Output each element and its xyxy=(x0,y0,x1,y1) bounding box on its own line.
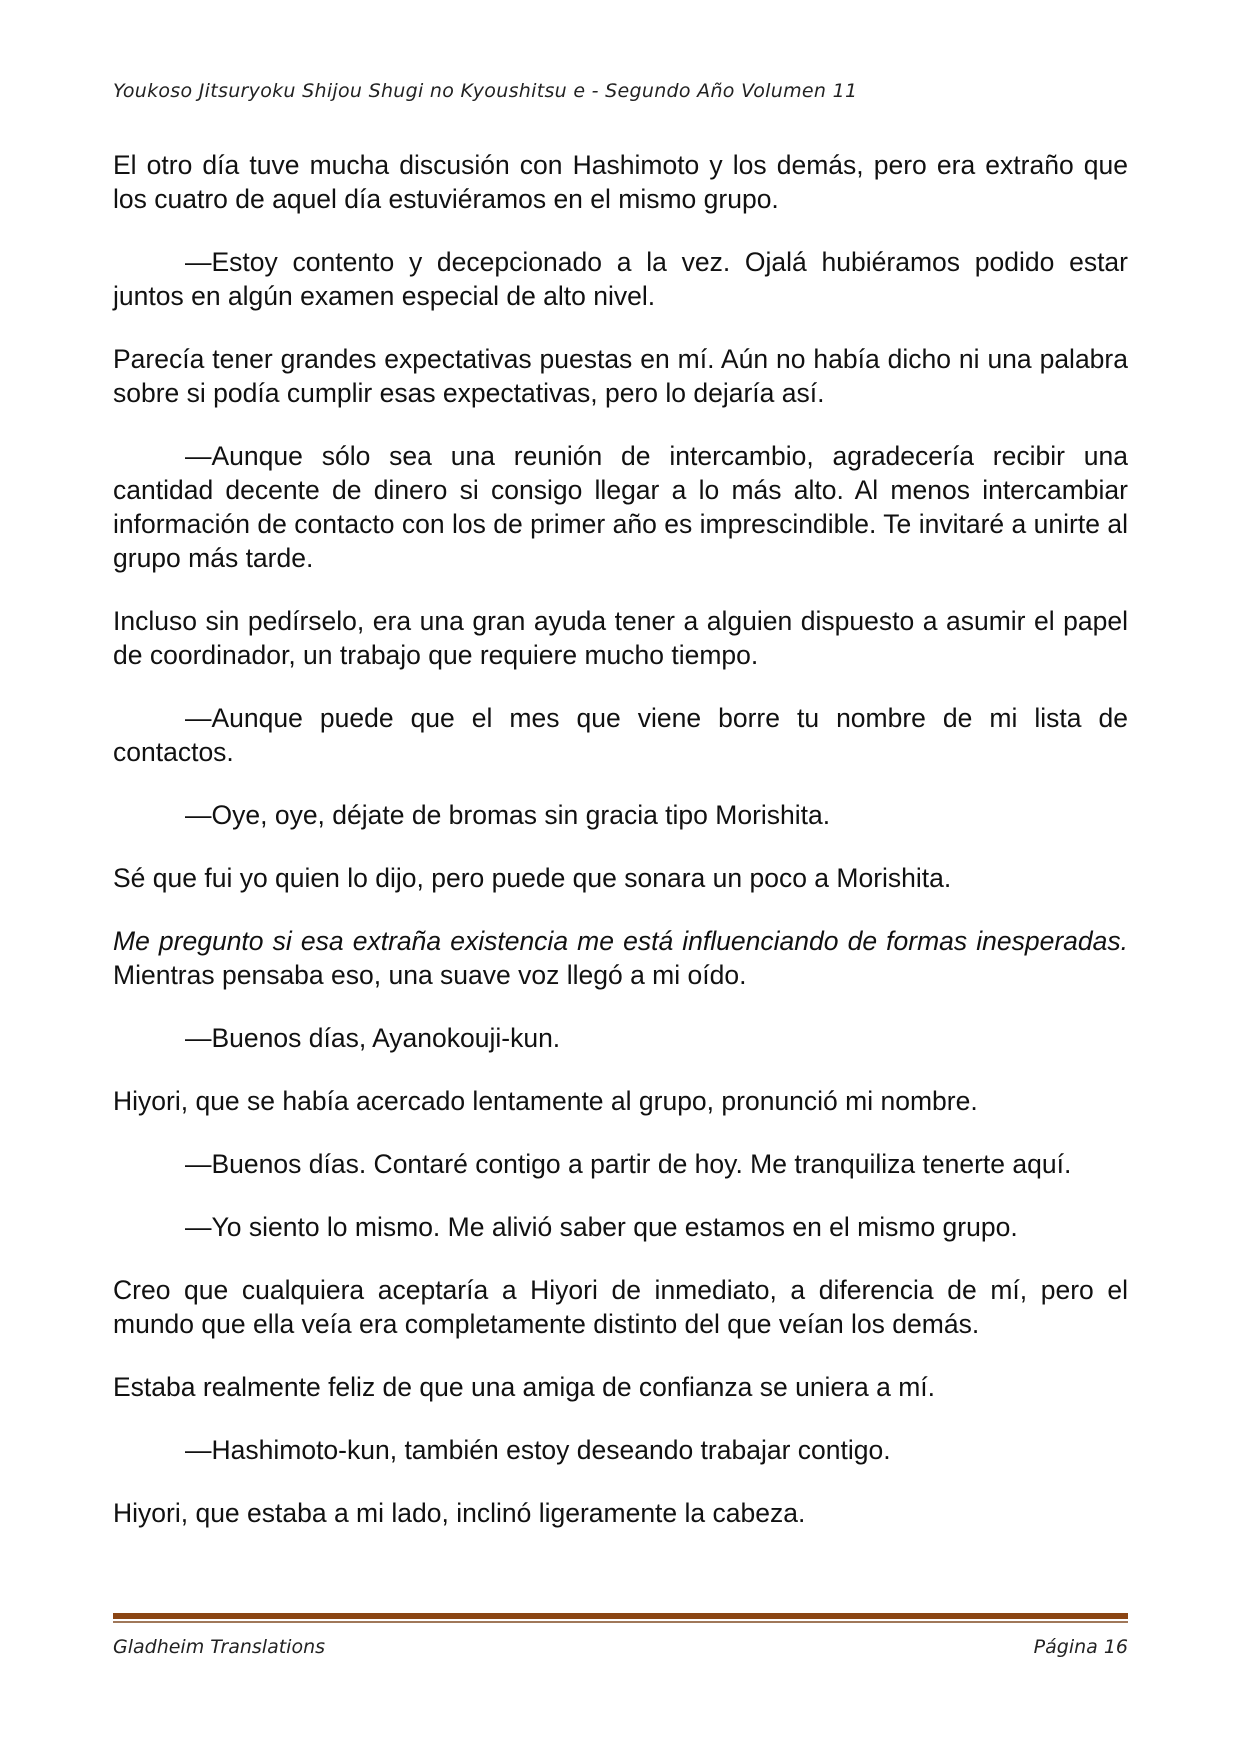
paragraph-mixed xyxy=(113,924,1128,992)
dialogue-paragraph: —Yo siento lo mismo. Me alivió saber que estamos en el mismo grupo. xyxy=(185,1212,1018,1242)
paragraph: Incluso sin pedírselo, era una gran ayuda tener a alguien dispuesto a asumir el papel de coordinador, un trabajo que requiere mucho tiempo. xyxy=(113,606,1128,670)
dialogue-paragraph: —Oye, oye, déjate de bromas sin gracia tipo Morishita. xyxy=(185,800,831,830)
dialogue-paragraph: —Aunque sólo sea una reunión de intercambio, agradecería recibir una cantidad decente de dinero si consigo llegar a lo más alto. Al menos intercambiar información de contacto con los de primer año es imprescindible. Te invitaré a unirte al grupo más tarde. xyxy=(113,441,1128,573)
paragraph: El otro día tuve mucha discusión con Hashimoto y los demás, pero era extraño que los cuatro de aquel día estuviéramos en el mismo grupo. xyxy=(113,150,1128,214)
italic-thought: Me pregunto si esa extraña existencia me está influenciando de formas inesperadas. xyxy=(113,926,1128,956)
paragraph: Parecía tener grandes expectativas puestas en mí. Aún no había dicho ni una palabra sobre si podía cumplir esas expectativas, pero lo dejaría así. xyxy=(113,344,1128,408)
dialogue-paragraph: —Aunque puede que el mes que viene borre tu nombre de mi lista de contactos. xyxy=(113,703,1128,767)
page-body xyxy=(113,148,1128,1530)
dialogue-paragraph: —Buenos días, Ayanokouji-kun. xyxy=(185,1023,561,1053)
page-number: Página 16 xyxy=(1033,1636,1128,1658)
paragraph: Creo que cualquiera aceptaría a Hiyori de inmediato, a diferencia de mí, pero el mundo que ella veía era completamente distinto del que veían los demás. xyxy=(113,1275,1128,1339)
dialogue-paragraph: —Hashimoto-kun, también estoy deseando trabajar contigo. xyxy=(185,1435,891,1465)
footer-rule-thin xyxy=(113,1621,1128,1623)
paragraph: Sé que fui yo quien lo dijo, pero puede que sonara un poco a Morishita. xyxy=(113,863,952,893)
paragraph: Estaba realmente feliz de que una amiga de confianza se uniera a mí. xyxy=(113,1372,936,1402)
footer-credit: Gladheim Translations xyxy=(113,1636,326,1658)
paragraph-rest: Mientras pensaba eso, una suave voz llegó a mi oído. xyxy=(113,960,747,990)
paragraph: Hiyori, que estaba a mi lado, inclinó ligeramente la cabeza. xyxy=(113,1498,806,1528)
footer-rule xyxy=(113,1613,1128,1619)
dialogue-paragraph: —Estoy contento y decepcionado a la vez. Ojalá hubiéramos podido estar juntos en algún examen especial de alto nivel. xyxy=(113,247,1128,311)
running-header: Youkoso Jitsuryoku Shijou Shugi no Kyoushitsu e - Segundo Año Volumen 11 xyxy=(113,80,858,102)
paragraph: Hiyori, que se había acercado lentamente al grupo, pronunció mi nombre. xyxy=(113,1086,978,1116)
dialogue-paragraph: —Buenos días. Contaré contigo a partir de hoy. Me tranquiliza tenerte aquí. xyxy=(185,1149,1072,1179)
